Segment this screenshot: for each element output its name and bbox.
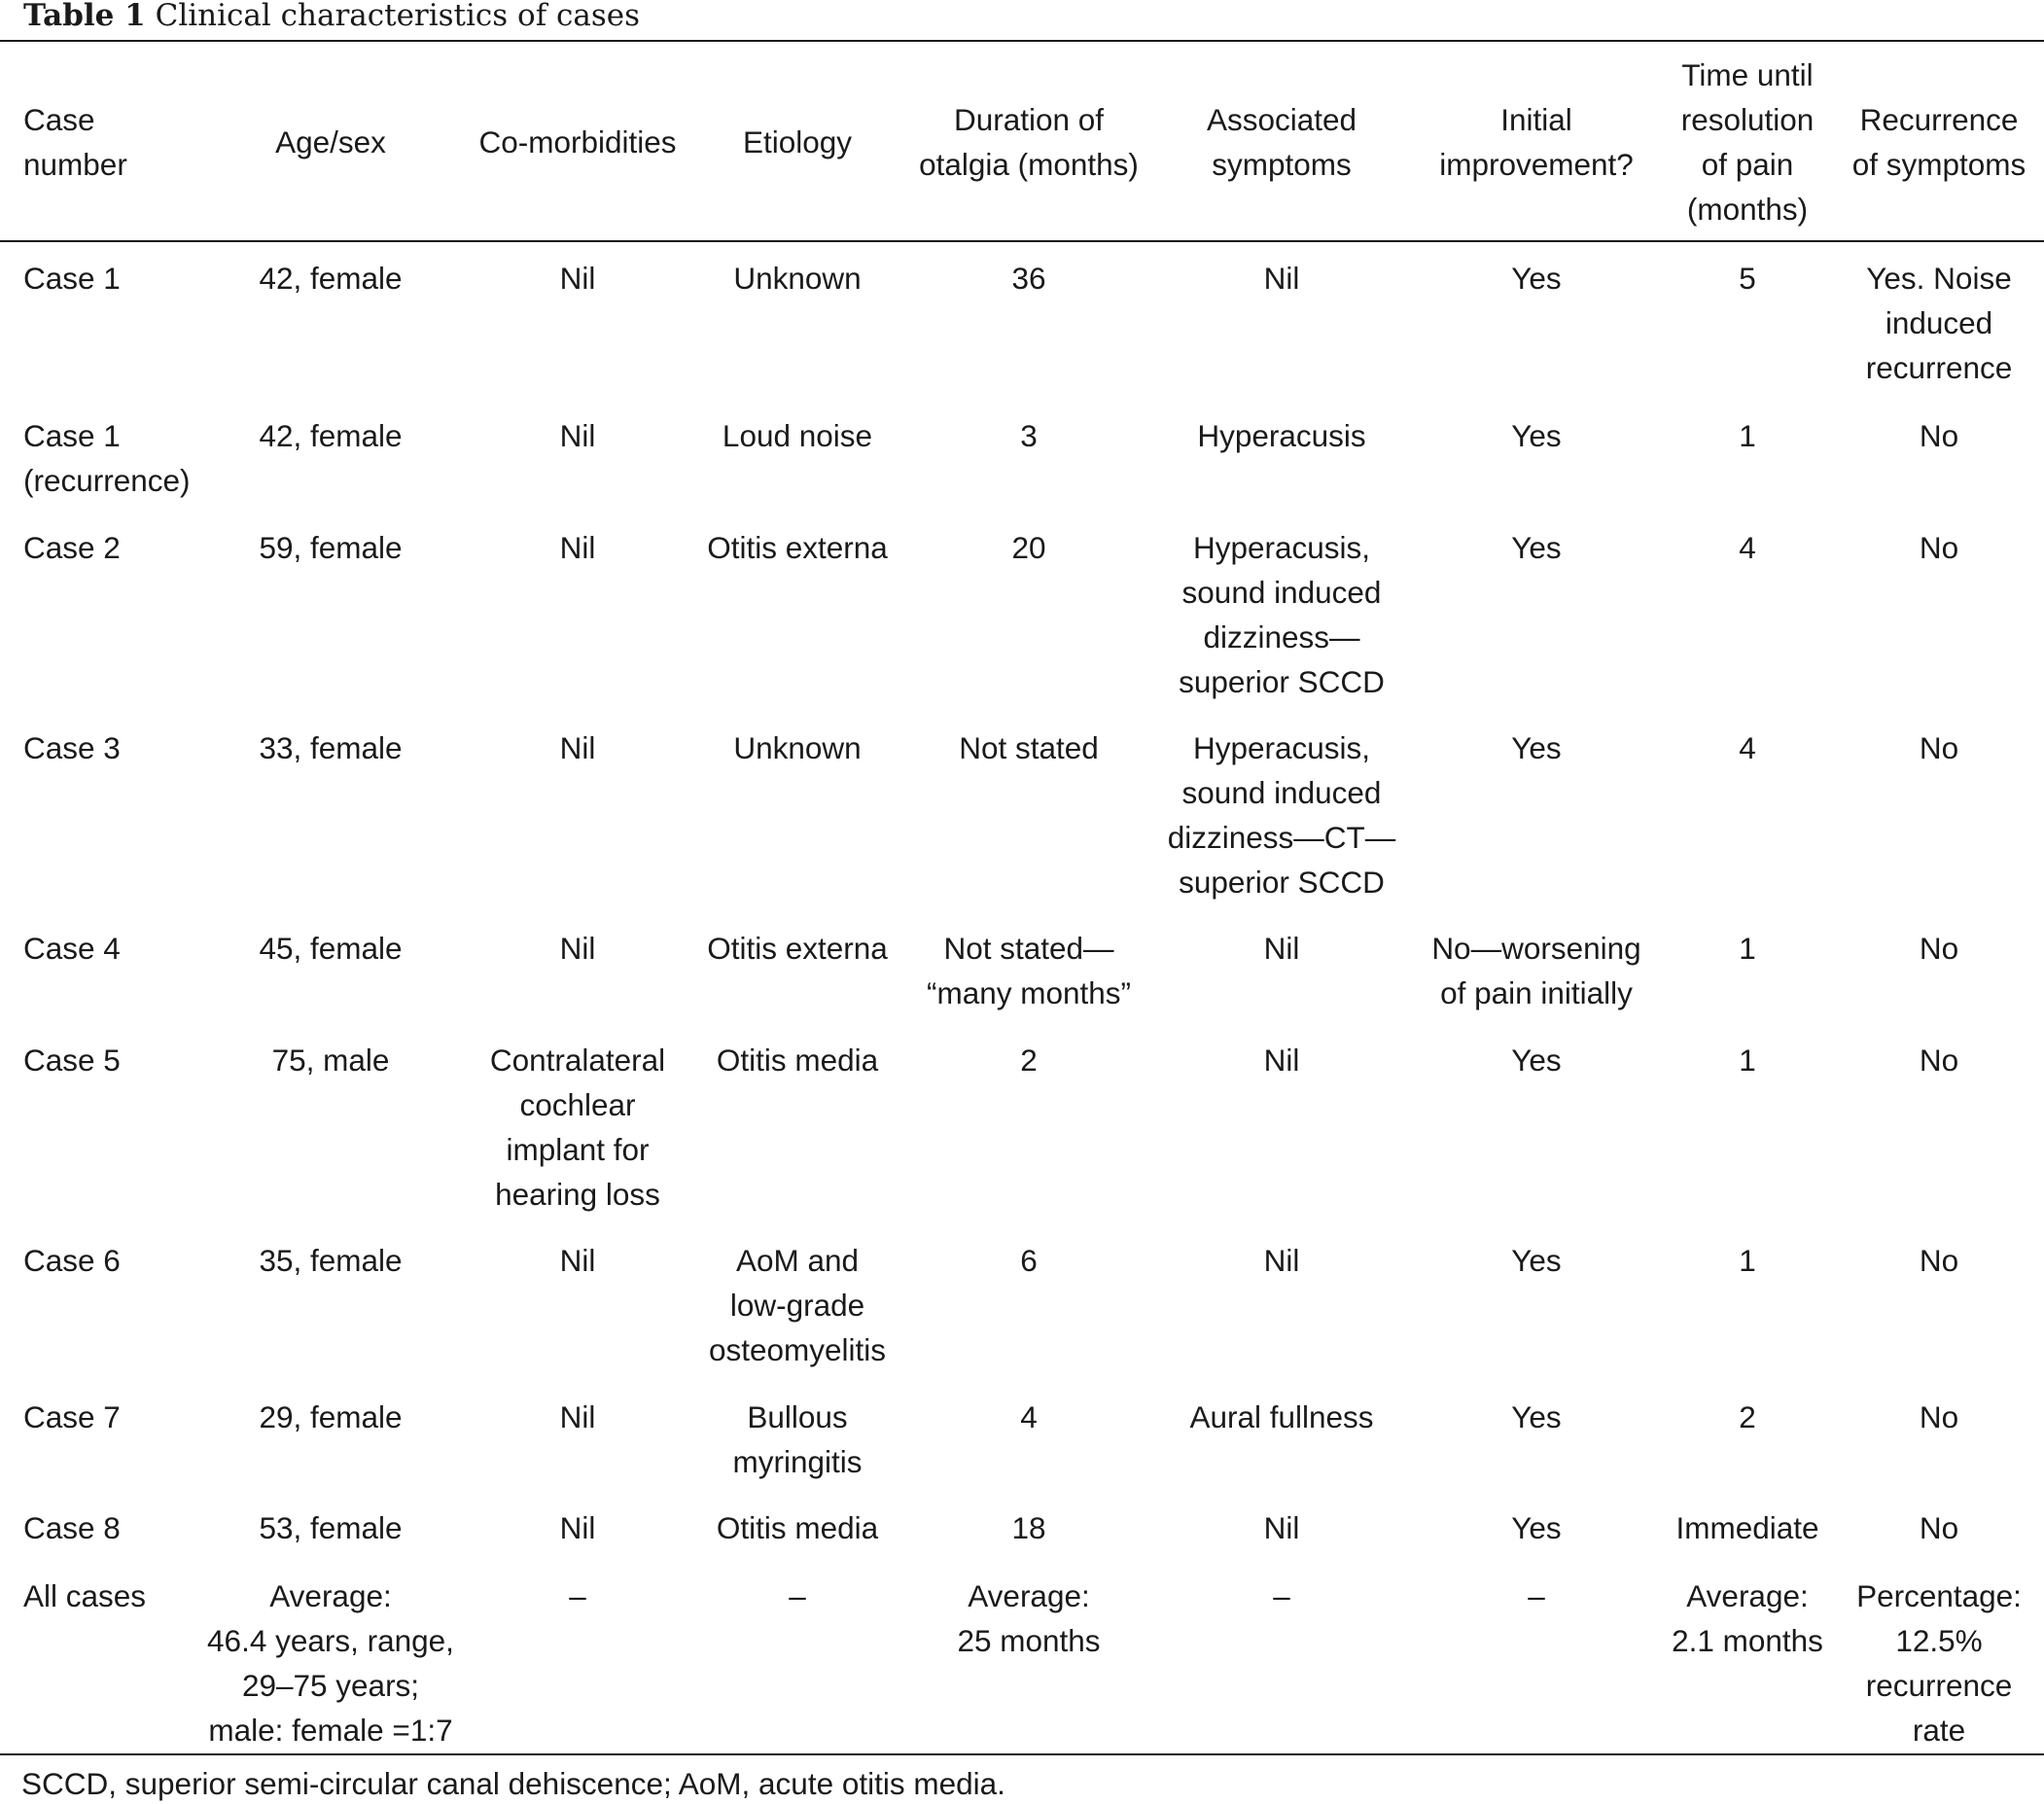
cell-time-until-resolution: 4: [1739, 730, 1756, 765]
col-header-initial-improvement: Initial improvement?: [1439, 101, 1634, 182]
cell-duration: Average: 25 months: [957, 1578, 1101, 1658]
cell-etiology: Bullous myringitis: [732, 1399, 863, 1479]
col-header-duration: Duration of otalgia (months): [919, 101, 1139, 182]
table-row: [0, 710, 2044, 910]
cell-duration: 2: [1020, 1043, 1038, 1078]
cell-case-number: Case 3: [23, 730, 121, 765]
cell-co-morbidities: Nil: [559, 931, 596, 966]
cell-etiology: Otitis externa: [707, 931, 888, 966]
cell-co-morbidities: Nil: [559, 1243, 596, 1278]
cell-initial-improvement: Yes: [1511, 730, 1562, 765]
cell-duration: 20: [1011, 530, 1046, 565]
cell-case-number: Case 6: [23, 1243, 121, 1278]
cell-initial-improvement: Yes: [1511, 530, 1562, 565]
table-label: Table 1: [23, 0, 146, 33]
cell-etiology: Otitis externa: [707, 530, 888, 565]
cell-associated-symptoms: –: [1273, 1578, 1290, 1613]
cell-age-sex: 29, female: [259, 1399, 403, 1434]
cell-etiology: Loud noise: [722, 418, 873, 453]
cell-associated-symptoms: Hyperacusis, sound induced dizziness—CT— superior SCCD: [1167, 730, 1396, 900]
cell-initial-improvement: Yes: [1511, 1243, 1562, 1278]
table-title: Clinical characteristics of cases: [155, 0, 641, 33]
cell-initial-improvement: Yes: [1511, 1043, 1562, 1078]
summary-row: [0, 1558, 2044, 1752]
cell-recurrence: No: [1919, 730, 1959, 765]
cell-duration: 4: [1020, 1399, 1038, 1434]
cell-duration: 18: [1011, 1510, 1046, 1545]
cell-initial-improvement: Yes: [1511, 261, 1562, 296]
table-row: [0, 240, 2044, 398]
cell-case-number: All cases: [23, 1578, 147, 1613]
table-row: [0, 510, 2044, 710]
cell-etiology: AoM and low-grade osteomyelitis: [708, 1243, 887, 1367]
cell-age-sex: 42, female: [259, 418, 403, 453]
cell-associated-symptoms: Aural fullness: [1189, 1399, 1374, 1434]
cell-co-morbidities: Nil: [559, 530, 596, 565]
col-header-case-number: Case number: [23, 101, 127, 182]
header-row: [0, 43, 2044, 240]
table-header: [0, 43, 2044, 240]
cell-etiology: Unknown: [733, 261, 862, 296]
cell-age-sex: 45, female: [259, 931, 403, 966]
cell-age-sex: 35, female: [259, 1243, 403, 1278]
cell-recurrence: No: [1919, 1399, 1959, 1434]
cell-time-until-resolution: 1: [1739, 931, 1756, 966]
table-body: [0, 240, 2044, 1752]
bottom-rule: [0, 1753, 2044, 1755]
cell-recurrence: No: [1919, 931, 1959, 966]
cell-initial-improvement: Yes: [1511, 418, 1562, 453]
cell-age-sex: Average: 46.4 years, range, 29–75 years; male: female =1:7: [207, 1578, 454, 1748]
col-header-co-morbidities: Co-morbidities: [478, 124, 677, 159]
cell-time-until-resolution: 4: [1739, 530, 1756, 565]
cell-co-morbidities: Nil: [559, 1399, 596, 1434]
cell-associated-symptoms: Nil: [1263, 1243, 1300, 1278]
cell-duration: 6: [1020, 1243, 1038, 1278]
cell-initial-improvement: –: [1528, 1578, 1545, 1613]
cell-time-until-resolution: Immediate: [1675, 1510, 1819, 1545]
cell-co-morbidities: Nil: [559, 1510, 596, 1545]
cell-age-sex: 33, female: [259, 730, 403, 765]
cell-co-morbidities: Contralateral cochlear implant for hearing loss: [489, 1043, 666, 1212]
cell-recurrence: No: [1919, 1510, 1959, 1545]
cell-case-number: Case 2: [23, 530, 121, 565]
cell-associated-symptoms: Nil: [1263, 931, 1300, 966]
table-row: [0, 910, 2044, 1022]
cell-co-morbidities: Nil: [559, 730, 596, 765]
cell-age-sex: 75, male: [271, 1043, 390, 1078]
col-header-associated-symptoms: Associated symptoms: [1206, 101, 1357, 182]
cell-case-number: Case 7: [23, 1399, 121, 1434]
table-row: [0, 1022, 2044, 1222]
top-rule: [0, 40, 2044, 42]
cell-case-number: Case 4: [23, 931, 121, 966]
cell-recurrence: Percentage: 12.5% recurrence rate: [1856, 1578, 2022, 1748]
cell-recurrence: No: [1919, 1043, 1959, 1078]
cell-etiology: Otitis media: [716, 1043, 879, 1078]
cell-initial-improvement: Yes: [1511, 1399, 1562, 1434]
col-header-age-sex: Age/sex: [275, 124, 386, 159]
cell-duration: 36: [1011, 261, 1046, 296]
cell-initial-improvement: No—worsening of pain initially: [1431, 931, 1641, 1010]
col-header-time-until-resolution: Time until resolution of pain (months): [1680, 56, 1815, 227]
cell-associated-symptoms: Nil: [1263, 261, 1300, 296]
cell-duration: Not stated— “many months”: [926, 931, 1132, 1010]
cell-associated-symptoms: Hyperacusis: [1197, 418, 1366, 453]
table-row: [0, 1222, 2044, 1379]
cell-co-morbidities: –: [569, 1578, 586, 1613]
cell-age-sex: 42, female: [259, 261, 403, 296]
col-header-etiology: Etiology: [742, 124, 853, 159]
cell-recurrence: No: [1919, 418, 1959, 453]
cell-etiology: Otitis media: [716, 1510, 879, 1545]
cell-recurrence: No: [1919, 1243, 1959, 1278]
cell-etiology: –: [789, 1578, 806, 1613]
table-row: [0, 1379, 2044, 1490]
cell-initial-improvement: Yes: [1511, 1510, 1562, 1545]
cell-case-number: Case 1 (recurrence): [23, 418, 191, 498]
table-footnote: SCCD, superior semi-circular canal dehiscence; AoM, acute otitis media.: [21, 1766, 1005, 1801]
cell-co-morbidities: Nil: [559, 418, 596, 453]
cell-associated-symptoms: Nil: [1263, 1510, 1300, 1545]
cell-duration: 3: [1020, 418, 1038, 453]
cell-time-until-resolution: 1: [1739, 418, 1756, 453]
cell-co-morbidities: Nil: [559, 261, 596, 296]
cell-age-sex: 59, female: [259, 530, 403, 565]
cell-case-number: Case 5: [23, 1043, 121, 1078]
cell-case-number: Case 8: [23, 1510, 121, 1545]
cell-time-until-resolution: Average: 2.1 months: [1672, 1578, 1823, 1658]
table-row: [0, 398, 2044, 510]
clinical-characteristics-table: [0, 43, 2044, 1752]
table-row: [0, 1490, 2044, 1558]
cell-time-until-resolution: 1: [1739, 1243, 1756, 1278]
cell-recurrence: Yes. Noise induced recurrence: [1865, 261, 2013, 385]
cell-time-until-resolution: 1: [1739, 1043, 1756, 1078]
cell-duration: Not stated: [959, 730, 1099, 765]
cell-associated-symptoms: Hyperacusis, sound induced dizziness— superior SCCD: [1179, 530, 1385, 699]
col-header-recurrence: Recurrence of symptoms: [1851, 101, 2026, 182]
cell-case-number: Case 1: [23, 261, 121, 296]
cell-age-sex: 53, female: [259, 1510, 403, 1545]
cell-associated-symptoms: Nil: [1263, 1043, 1300, 1078]
cell-etiology: Unknown: [733, 730, 862, 765]
cell-time-until-resolution: 2: [1739, 1399, 1756, 1434]
table-caption: [23, 0, 640, 31]
cell-recurrence: No: [1919, 530, 1959, 565]
cell-time-until-resolution: 5: [1739, 261, 1756, 296]
